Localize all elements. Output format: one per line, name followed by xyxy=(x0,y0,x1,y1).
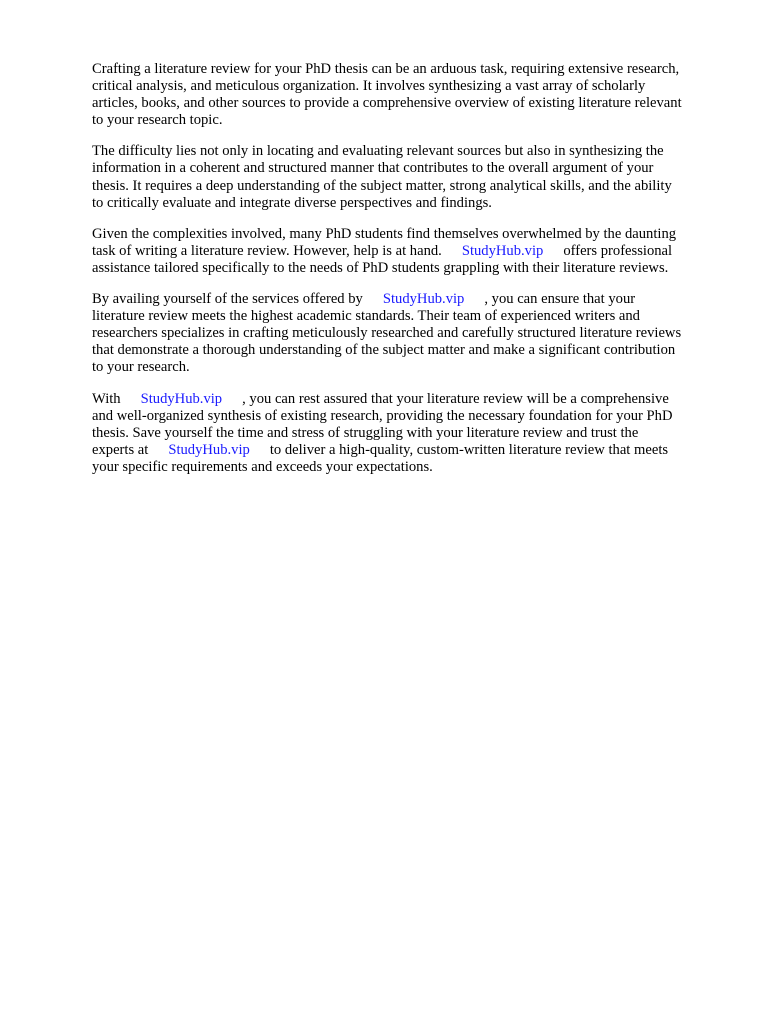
text-line: Crafting a literature review for your PhD thesis can be an arduous task, requiring extensive research, xyxy=(92,61,680,77)
paragraph-intro xyxy=(92,61,722,129)
text-line: and well-organized synthesis of existing research, providing the necessary foundation for your PhD xyxy=(92,407,673,424)
text-line: The difficulty lies not only in locating and evaluating relevant sources but also in synthesizing the xyxy=(92,143,664,160)
text-segment: , you can rest assured that your literature review will be a comprehensive xyxy=(242,390,669,407)
text-segment: offers professional xyxy=(563,242,673,259)
paragraph-services xyxy=(92,291,722,376)
text-line: to your research topic. xyxy=(92,112,223,129)
paragraph-complexities xyxy=(92,226,722,277)
text-segment: With xyxy=(92,390,121,407)
text-line: thesis. Save yourself the time and stress of struggling with your literature review and trust the xyxy=(92,424,639,441)
document-body xyxy=(92,61,722,490)
paragraph-difficulty xyxy=(92,143,722,211)
text-line xyxy=(92,291,722,308)
text-line xyxy=(92,391,722,408)
studyhub-link[interactable]: StudyHub.vip xyxy=(461,242,544,259)
text-line: literature review meets the highest academic standards. Their team of experienced writers and xyxy=(92,308,640,325)
text-line: Given the complexities involved, many PhD students find themselves overwhelmed by the daunting xyxy=(92,225,677,242)
text-line xyxy=(92,243,722,260)
studyhub-link[interactable]: StudyHub.vip xyxy=(382,291,465,308)
text-segment: By availing yourself of the services offered by xyxy=(92,291,363,308)
text-line xyxy=(92,442,722,459)
text-line: information in a coherent and structured manner that contributes to the overall argument of your xyxy=(92,160,654,177)
text-segment: task of writing a literature review. However, help is at hand. xyxy=(92,242,442,259)
text-line: assistance tailored specifically to the needs of PhD students grappling with their literature reviews. xyxy=(92,259,669,276)
text-line: researchers specializes in crafting meticulously researched and carefully structured literature reviews xyxy=(92,325,682,342)
studyhub-link[interactable]: StudyHub.vip xyxy=(140,390,223,407)
text-segment: , you can ensure that your xyxy=(484,291,636,308)
text-line: critical analysis, and meticulous organization. It involves synthesizing a vast array of scholarly xyxy=(92,78,646,95)
text-line: your specific requirements and exceeds your expectations. xyxy=(92,458,433,475)
paragraph-conclusion xyxy=(92,391,722,476)
text-line: to critically evaluate and integrate diverse perspectives and findings. xyxy=(92,194,492,211)
text-segment: to deliver a high-quality, custom-written literature review that meets xyxy=(269,441,669,458)
text-line: to your research. xyxy=(92,359,190,376)
text-segment: experts at xyxy=(92,441,149,458)
text-line: articles, books, and other sources to provide a comprehensive overview of existing literature relevant xyxy=(92,95,682,112)
studyhub-link[interactable]: StudyHub.vip xyxy=(168,441,250,458)
text-line: thesis. It requires a deep understanding of the subject matter, strong analytical skills, and the ability xyxy=(92,177,672,194)
text-line: that demonstrate a thorough understanding of the subject matter and make a significant contribution xyxy=(92,342,676,359)
